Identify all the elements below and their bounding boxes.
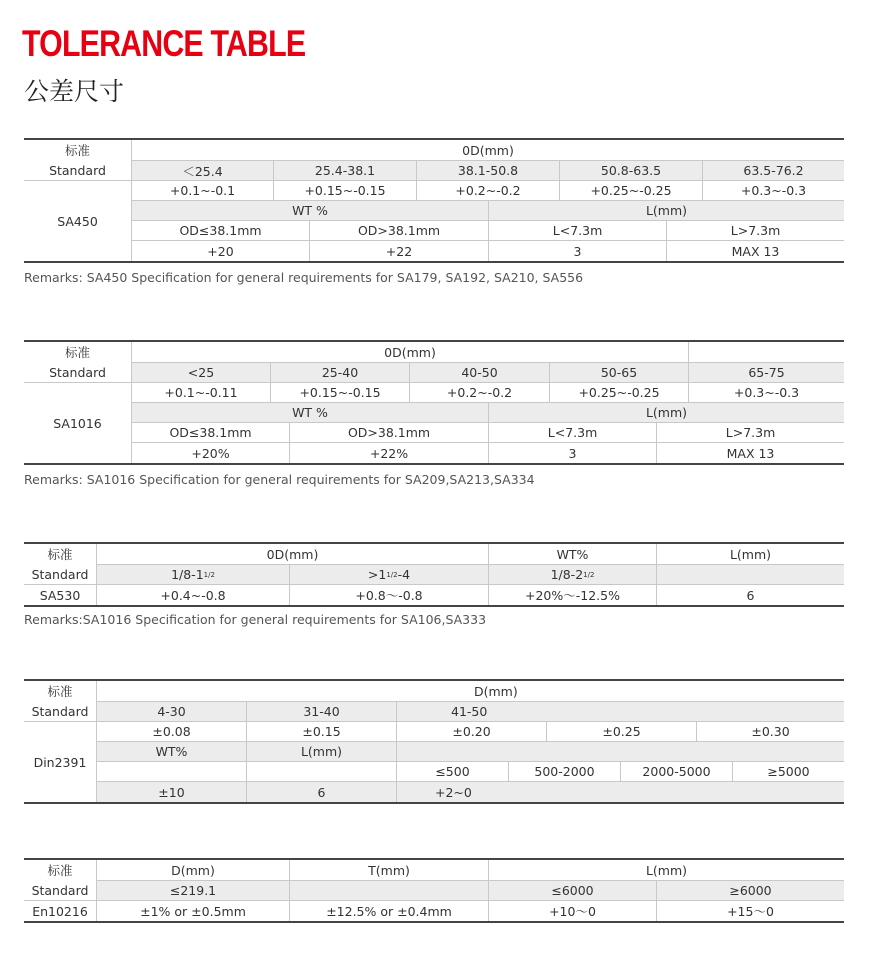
extra-value-label: +2~0 — [435, 784, 472, 800]
standard-header-en: Standard — [24, 564, 96, 584]
length-range: 2000-5000 — [620, 761, 732, 781]
wt-header: WT% — [488, 544, 656, 564]
page-title: TOLERANCE TABLE — [22, 23, 306, 64]
standard-name: En10216 — [24, 900, 96, 921]
sa450-table — [24, 138, 844, 263]
d-tolerance: ±1% or ±0.5mm — [96, 900, 289, 921]
od-range: 40-50 — [409, 362, 549, 382]
od-range: >1 1/2 -4 — [289, 564, 488, 584]
wt-value: +22 — [309, 240, 488, 261]
length-condition: L<7.3m — [488, 220, 666, 240]
od-tolerance: +0.15~-0.15 — [273, 180, 416, 200]
od-header-blank — [688, 342, 844, 362]
length-header: L(mm) — [246, 741, 396, 761]
od-range: <25 — [131, 362, 270, 382]
od-range: 25.4-38.1 — [273, 160, 416, 180]
d-tolerance: ±0.30 — [696, 721, 844, 741]
standard-header-cn: 标准 — [64, 143, 90, 158]
d-tolerance: ±0.15 — [246, 721, 396, 741]
length-value: MAX 13 — [666, 240, 844, 261]
d-tolerance: ±0.08 — [96, 721, 246, 741]
t-header: T(mm) — [289, 860, 488, 880]
od-tolerance: +0.1~-0.1 — [131, 180, 273, 200]
length-header: L(mm) — [488, 860, 844, 880]
d-range: 4-30 — [96, 701, 246, 721]
extra-value — [396, 781, 844, 802]
length-header: L(mm) — [656, 544, 844, 564]
wt-tolerance: +20%～-12.5% — [488, 584, 656, 605]
od-tolerance: +0.3~-0.3 — [688, 382, 844, 402]
od-range: 50.8-63.5 — [559, 160, 702, 180]
wt-value: +20% — [131, 442, 289, 463]
length-value: 6 — [246, 781, 396, 802]
od-range: 1/8-1 1/2 — [96, 564, 289, 584]
wt-header: WT % — [131, 402, 488, 422]
od-range: 63.5-76.2 — [702, 160, 844, 180]
sa530-remark: Remarks:SA1016 Specification for general requirements for SA106,SA333 — [24, 612, 487, 627]
t-range-blank — [289, 880, 488, 900]
wt-range: 1/8-2 1/2 — [488, 564, 656, 584]
length-range: 500-2000 — [508, 761, 620, 781]
length-value: MAX 13 — [656, 442, 844, 463]
page-subtitle: 公差尺寸 — [24, 77, 125, 106]
standard-header-en: Standard — [49, 364, 106, 380]
wt-condition: OD≤38.1mm — [131, 220, 309, 240]
sa1016-table — [24, 340, 844, 465]
t-tolerance: ±12.5% or ±0.4mm — [289, 900, 488, 921]
d-tolerance: ±0.25 — [546, 721, 696, 741]
standard-header-cn: 标准 — [47, 863, 73, 878]
wt-value: +22% — [289, 442, 488, 463]
standard-name: SA530 — [24, 584, 96, 605]
standard-name: SA450 — [24, 180, 131, 261]
length-value: 3 — [488, 240, 666, 261]
od-tolerance: +0.2~-0.2 — [409, 382, 549, 402]
od-range-prefix: >1 — [367, 567, 387, 582]
din2391-table — [24, 679, 844, 804]
d-range — [396, 701, 844, 721]
length-tolerance: +10～0 — [488, 900, 656, 921]
od-tolerance: +0.4~-0.8 — [96, 584, 289, 605]
wt-condition: OD>38.1mm — [289, 422, 488, 442]
blank-cell — [96, 761, 246, 781]
length-condition: L>7.3m — [666, 220, 844, 240]
wt-condition: OD>38.1mm — [309, 220, 488, 240]
blank-cell — [246, 761, 396, 781]
od-header: 0D(mm) — [96, 544, 488, 564]
d-header: D(mm) — [96, 860, 289, 880]
standard-header-en: Standard — [31, 882, 89, 898]
length-range: ≤500 — [396, 761, 508, 781]
wt-value: +20 — [131, 240, 309, 261]
od-tolerance: +0.25~-0.25 — [559, 180, 702, 200]
standard-header-cn: 标准 — [47, 684, 73, 699]
sa1016-remark: Remarks: SA1016 Specification for general requirements for SA209,SA213,SA334 — [24, 472, 535, 487]
length-value: 6 — [656, 584, 844, 605]
od-tolerance: +0.3~-0.3 — [702, 180, 844, 200]
od-tolerance: +0.25~-0.25 — [549, 382, 688, 402]
od-range: ＜25.4 — [131, 160, 273, 180]
length-value: 3 — [488, 442, 656, 463]
d-tolerance: ±0.20 — [396, 721, 546, 741]
od-range: 38.1-50.8 — [416, 160, 559, 180]
standard-header-en: Standard — [31, 703, 89, 719]
en10216-table — [24, 858, 844, 923]
length-condition: L>7.3m — [656, 422, 844, 442]
length-tolerance: +15～0 — [656, 900, 844, 921]
length-range-blank — [656, 564, 844, 584]
od-range: 65-75 — [688, 362, 844, 382]
wt-condition: OD≤38.1mm — [131, 422, 289, 442]
od-tolerance: +0.2~-0.2 — [416, 180, 559, 200]
length-header: L(mm) — [488, 402, 844, 422]
length-range: ≤6000 — [488, 880, 656, 900]
d-range: 31-40 — [246, 701, 396, 721]
od-tolerance: +0.15~-0.15 — [270, 382, 409, 402]
blank-cell — [396, 741, 844, 761]
wt-value: ±10 — [96, 781, 246, 802]
sa530-table — [24, 542, 844, 607]
standard-header-cn: 标准 — [64, 345, 90, 360]
standard-name: SA1016 — [24, 382, 131, 463]
length-condition: L<7.3m — [488, 422, 656, 442]
length-range: ≥5000 — [732, 761, 844, 781]
d-header — [96, 681, 844, 701]
od-header: 0D(mm) — [131, 342, 688, 362]
d-range: ≤219.1 — [96, 880, 289, 900]
od-tolerance: +0.8～-0.8 — [289, 584, 488, 605]
od-range-base: 1/8-1 — [171, 567, 204, 582]
od-range: 25-40 — [270, 362, 409, 382]
d-header-label: D(mm) — [474, 683, 518, 699]
standard-name: Din2391 — [24, 721, 96, 802]
od-header: 0D(mm) — [131, 140, 844, 160]
d-range-label: 41-50 — [451, 704, 488, 719]
sa450-remark: Remarks: SA450 Specification for general requirements for SA179, SA192, SA210, SA556 — [24, 270, 584, 285]
wt-header: WT % — [131, 200, 488, 220]
length-header: L(mm) — [488, 200, 844, 220]
od-tolerance: +0.1~-0.11 — [131, 382, 270, 402]
standard-header-cn: 标准 — [47, 547, 73, 562]
standard-header-en: Standard — [49, 162, 106, 178]
wt-header: WT% — [96, 741, 246, 761]
wt-range-base: 1/8-2 — [550, 567, 584, 582]
od-range-suffix: -4 — [397, 567, 411, 582]
length-range: ≥6000 — [656, 880, 844, 900]
od-range: 50-65 — [549, 362, 688, 382]
